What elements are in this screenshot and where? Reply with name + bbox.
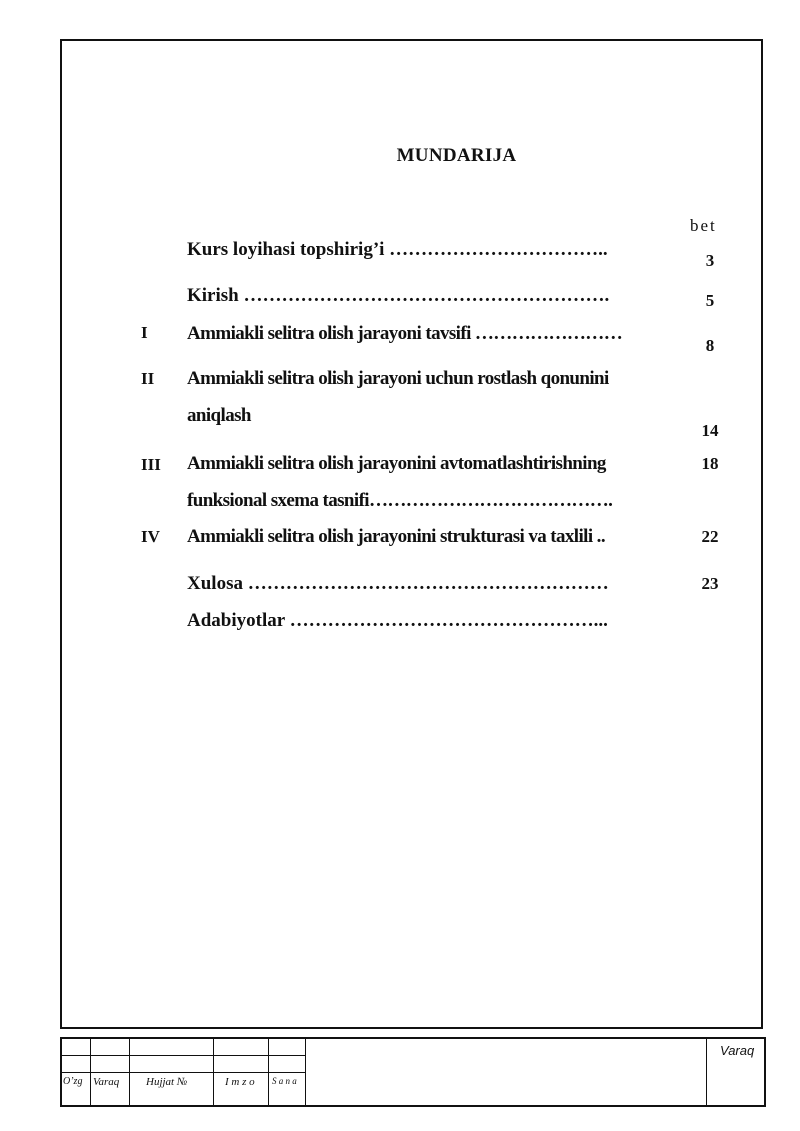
toc-entry-page: 14 (701, 421, 719, 440)
stamp-label-hujjat: Hujjat № (146, 1076, 188, 1088)
stamp-divider (213, 1039, 214, 1105)
toc-entry-number: IV (141, 527, 160, 546)
page-column-label: bet (690, 216, 717, 235)
stamp-label-varaq: Varaq (93, 1076, 120, 1088)
toc-entry-page: 8 (705, 336, 715, 355)
toc-entry-text: Ammiakli selitra olish jarayoni uchun rostlash qonunini (187, 368, 609, 389)
toc-entry-text: Adabiyotlar …………………………………………... (187, 610, 608, 631)
stamp-block (60, 1037, 766, 1107)
toc-entry-page: 5 (705, 291, 715, 310)
stamp-label-izm: O’zg (63, 1076, 83, 1087)
toc-entry-text: Kirish …………………………………………………. (187, 285, 610, 306)
stamp-label-imzo: I m z o (225, 1076, 255, 1088)
toc-entry-page: 23 (701, 574, 719, 593)
page-title: MUNDARIJA (396, 145, 517, 166)
toc-entry-number: III (141, 455, 161, 474)
toc-entry-page: 22 (701, 527, 719, 546)
toc-entry-text: Ammiakli selitra olish jarayonini avtomatlashtirishning (187, 453, 606, 474)
toc-entry-number: I (141, 323, 148, 342)
toc-entry-text-continued: aniqlash (187, 405, 251, 426)
stamp-divider (706, 1039, 707, 1105)
toc-entry-page: 3 (705, 251, 715, 270)
toc-entry-text: Kurs loyihasi topshirig’i …………………………….. (187, 239, 608, 260)
stamp-divider (90, 1039, 91, 1105)
toc-entry-text: Ammiakli selitra olish jarayonini strukturasi va taxlili .. (187, 526, 605, 547)
stamp-divider (268, 1039, 269, 1105)
toc-entry-text-continued: funksional sxema tasnifi…………………………………. (187, 490, 613, 511)
stamp-divider (129, 1039, 130, 1105)
toc-entry-text: Ammiakli selitra olish jarayoni tavsifi …………………… (187, 323, 623, 344)
toc-entry-text: Xulosa ………………………………………………… (187, 573, 609, 594)
toc-entry-page: 18 (701, 454, 719, 473)
toc-entry-number: II (141, 369, 155, 388)
stamp-sheet-label: Varaq (720, 1043, 755, 1058)
stamp-divider (305, 1039, 306, 1105)
stamp-label-sana: S a n a (272, 1076, 297, 1086)
